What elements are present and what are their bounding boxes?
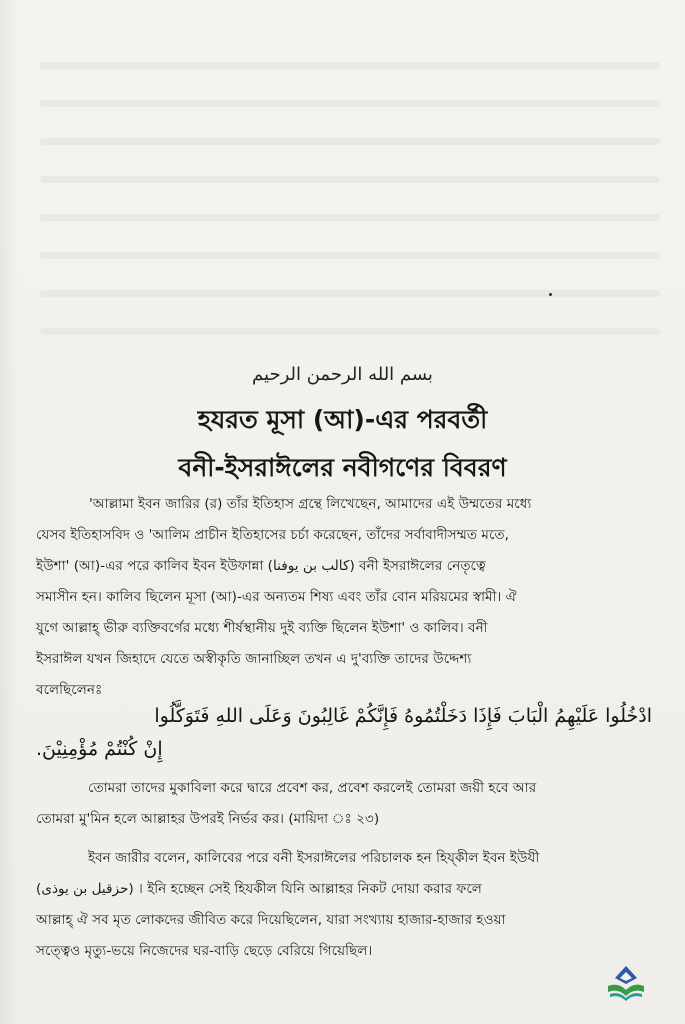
bismillah-heading: بسم الله الرحمن الرحيم	[252, 364, 433, 385]
ink-speck	[549, 293, 552, 296]
paragraph-1-line: 'আল্লামা ইবন জারির (র) তাঁর ইতিহাস গ্রন্থে লিখেছেন, আমাদের এই উম্মতের মধ্যে	[89, 496, 532, 512]
translation-line: তোমরা মু'মিন হলে আল্লাহর উপরই নির্ভর কর। (মায়িদা ঃ ২৩)	[36, 811, 380, 827]
paragraph-1-line: ইউশা' (আ)-এর পরে কালিব ইবন ইউফান্না (كالب بن يوفنا) বনী ইসরাঈলের নেতৃত্বে	[36, 558, 486, 574]
paragraph-1-line: ইসরাঈল যখন জিহাদে যেতে অস্বীকৃতি জানাচ্ছিল তখন এ দু'ব্যক্তি তাদের উদ্দেশ্য	[36, 651, 472, 667]
bleed-line	[40, 214, 660, 221]
chapter-title-line-2: বনী-ইসরাঈলের নবীগণের বিবরণ	[178, 453, 507, 482]
paragraph-2-line: ইবন জারীর বলেন, কালিবের পরে বনী ইসরাঈলের পরিচালক হন হিয্কীল ইবন ইউযী	[88, 850, 540, 866]
paragraph-1-line: যেসব ইতিহাসবিদ ও 'আলিম প্রাচীন ইতিহাসের চর্চা করেছেন, তাঁদের সর্বাবাদীসম্মত মতে,	[36, 527, 509, 543]
quran-verse-line-2: إِنْ كُنْتُمْ مُؤْمِنِيْنَ.	[36, 738, 163, 760]
bleed-line	[40, 252, 660, 259]
paragraph-1-line: সমাসীন হন। কালিব ছিলেন মূসা (আ)-এর অন্যতম শিষ্য এবং তাঁর বোন মরিয়মের স্বামী। ঐ	[36, 589, 517, 605]
paragraph-1-line: যুগে আল্লাহ্ ভীরু ব্যক্তিবর্গের মধ্যে শীর্ষস্থানীয় দুই ব্যক্তি ছিলেন ইউশা' ও কালিব। বনী	[36, 620, 488, 636]
book-logo-icon	[604, 962, 648, 1006]
bleed-line	[40, 100, 660, 107]
bleed-line	[40, 290, 660, 297]
bleed-line	[40, 176, 660, 183]
paragraph-1-line: বলেছিলেনঃ	[36, 682, 103, 698]
paragraph-2-line: (حزقيل بن يوذى) । ইনি হচ্ছেন সেই হিযকীল যিনি আল্লাহর নিকট দোয়া করার ফলে	[36, 881, 482, 897]
paragraph-2-line: আল্লাহ্ ঐ সব মৃত লোকদের জীবিত করে দিয়েছিলেন, যারা সংখ্যায় হাজার-হাজার হওয়া	[36, 912, 506, 928]
bleed-line	[40, 62, 660, 69]
translation-line: তোমরা তাদের মুকাবিলা করে দ্বারে প্রবেশ কর, প্রবেশ করলেই তোমরা জয়ী হবে আর	[88, 780, 537, 796]
chapter-title-line-1: হযরত মূসা (আ)-এর পরবর্তী	[197, 405, 488, 434]
bleed-line	[40, 138, 660, 145]
quran-verse-line-1: ادْخُلُوا عَلَيْهِمُ الْبَابَ فَإِذَا دَخَلْتُمُوهُ فَإِنَّكُمْ غَالِبُونَ وَعَلَى اللهِ فَتَوَكَّلُوا	[154, 705, 652, 727]
bleed-line	[40, 328, 660, 335]
paragraph-2-line: সত্ত্বেও মৃত্যু-ভয়ে নিজেদের ঘর-বাড়ি ছেড়ে বেরিয়ে গিয়েছিল।	[36, 943, 373, 959]
